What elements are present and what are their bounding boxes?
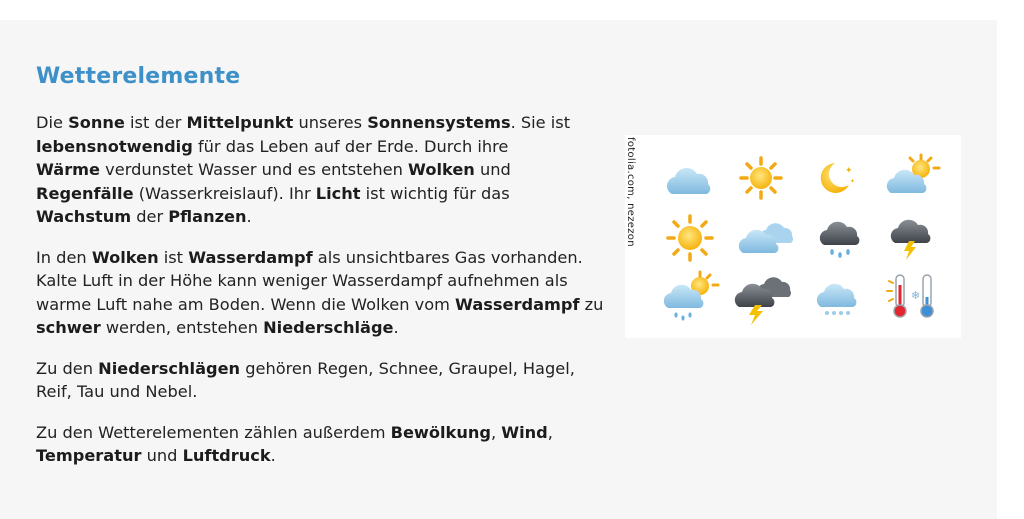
thunderstorm-cloud-icon bbox=[731, 269, 795, 325]
text-run: Reif, Tau und Nebel. bbox=[36, 382, 198, 401]
rain-cloud-icon bbox=[810, 209, 874, 265]
paragraph bbox=[36, 357, 636, 404]
text-run: der bbox=[131, 207, 169, 226]
bold-term: Mittelpunkt bbox=[186, 113, 294, 132]
clouds-icon bbox=[735, 209, 799, 265]
weather-icons-figure bbox=[625, 135, 961, 338]
text-run: werden, entstehen bbox=[100, 318, 264, 337]
bold-term: Licht bbox=[315, 183, 361, 203]
bold-term: schwer bbox=[36, 318, 101, 337]
text-run: zu bbox=[579, 294, 604, 314]
bold-term: Sonnensystems bbox=[367, 113, 511, 132]
text-run: (Wasserkreislauf). Ihr bbox=[133, 183, 316, 203]
bold-term: Pflanzen bbox=[168, 207, 247, 226]
text-run: . Sie ist bbox=[510, 113, 571, 132]
bold-term: Wasserdampf bbox=[188, 247, 313, 267]
text-run: In den bbox=[36, 247, 92, 267]
sun-icon bbox=[658, 210, 722, 266]
paragraph bbox=[36, 111, 636, 229]
text-run: als unsichtbares Gas vorhanden. bbox=[312, 247, 583, 267]
text-run: ist wichtig für das bbox=[360, 183, 510, 203]
svg-text:❄: ❄ bbox=[911, 289, 921, 302]
text-run: ist bbox=[158, 247, 189, 267]
bold-term: Wasserdampf bbox=[455, 294, 580, 314]
text-run: Kalte Luft in der Höhe kann weniger Wasserdampf aufnehmen als bbox=[36, 271, 568, 290]
text-run: und bbox=[141, 446, 183, 465]
bold-term: Temperatur bbox=[36, 446, 142, 465]
svg-text:✦: ✦ bbox=[845, 166, 853, 176]
bold-term: Niederschlägen bbox=[98, 358, 241, 378]
paragraph bbox=[36, 246, 636, 340]
thermometer-icon bbox=[881, 269, 945, 325]
text-run: verdunstet Wasser und es entstehen bbox=[100, 160, 409, 179]
text-run: unseres bbox=[293, 113, 368, 132]
text-run: . bbox=[246, 207, 252, 226]
paragraph bbox=[36, 421, 636, 468]
bold-term: Sonne bbox=[68, 113, 125, 132]
bold-term: Wärme bbox=[36, 160, 101, 179]
text-run: Die bbox=[36, 113, 69, 132]
bold-term: Niederschläge bbox=[263, 318, 394, 337]
text-run: . bbox=[393, 318, 399, 337]
text-run: , bbox=[547, 422, 553, 442]
article-text bbox=[36, 111, 636, 485]
snow-cloud-icon bbox=[809, 269, 873, 325]
bold-term: Wolken bbox=[408, 160, 475, 179]
text-run: und bbox=[474, 160, 511, 179]
bold-term: lebensnotwendig bbox=[36, 136, 193, 156]
moon-stars-icon bbox=[805, 151, 869, 207]
text-run: Zu den bbox=[36, 358, 99, 378]
bold-term: Regenfälle bbox=[36, 183, 134, 203]
bold-term: Bewölkung bbox=[390, 422, 491, 442]
image-credit: fotolia.com, nezezon bbox=[625, 137, 636, 247]
sun-behind-cloud-icon bbox=[881, 149, 945, 205]
bold-term: Wind bbox=[501, 422, 548, 442]
text-run: , bbox=[490, 422, 502, 442]
text-run: warme Luft nahe am Boden. Wenn die Wolken vom bbox=[36, 294, 456, 314]
page-title: Wetterelemente bbox=[36, 64, 241, 89]
sun-rain-cloud-icon bbox=[658, 268, 722, 324]
svg-text:✦: ✦ bbox=[850, 178, 856, 185]
text-run: für das Leben auf der Erde. Durch ihre bbox=[192, 136, 509, 156]
text-run: ist der bbox=[124, 113, 187, 132]
text-run: . bbox=[270, 446, 276, 465]
text-run: Zu den Wetterelementen zählen außerdem bbox=[36, 422, 391, 442]
sun-icon bbox=[729, 150, 793, 206]
cloud-icon bbox=[658, 152, 722, 208]
bold-term: Wolken bbox=[91, 247, 159, 267]
bold-term: Wachstum bbox=[36, 207, 132, 226]
bold-term: Luftdruck bbox=[182, 446, 271, 465]
text-run: gehören Regen, Schnee, Graupel, Hagel, bbox=[240, 358, 575, 378]
thunder-cloud-icon bbox=[881, 207, 945, 263]
